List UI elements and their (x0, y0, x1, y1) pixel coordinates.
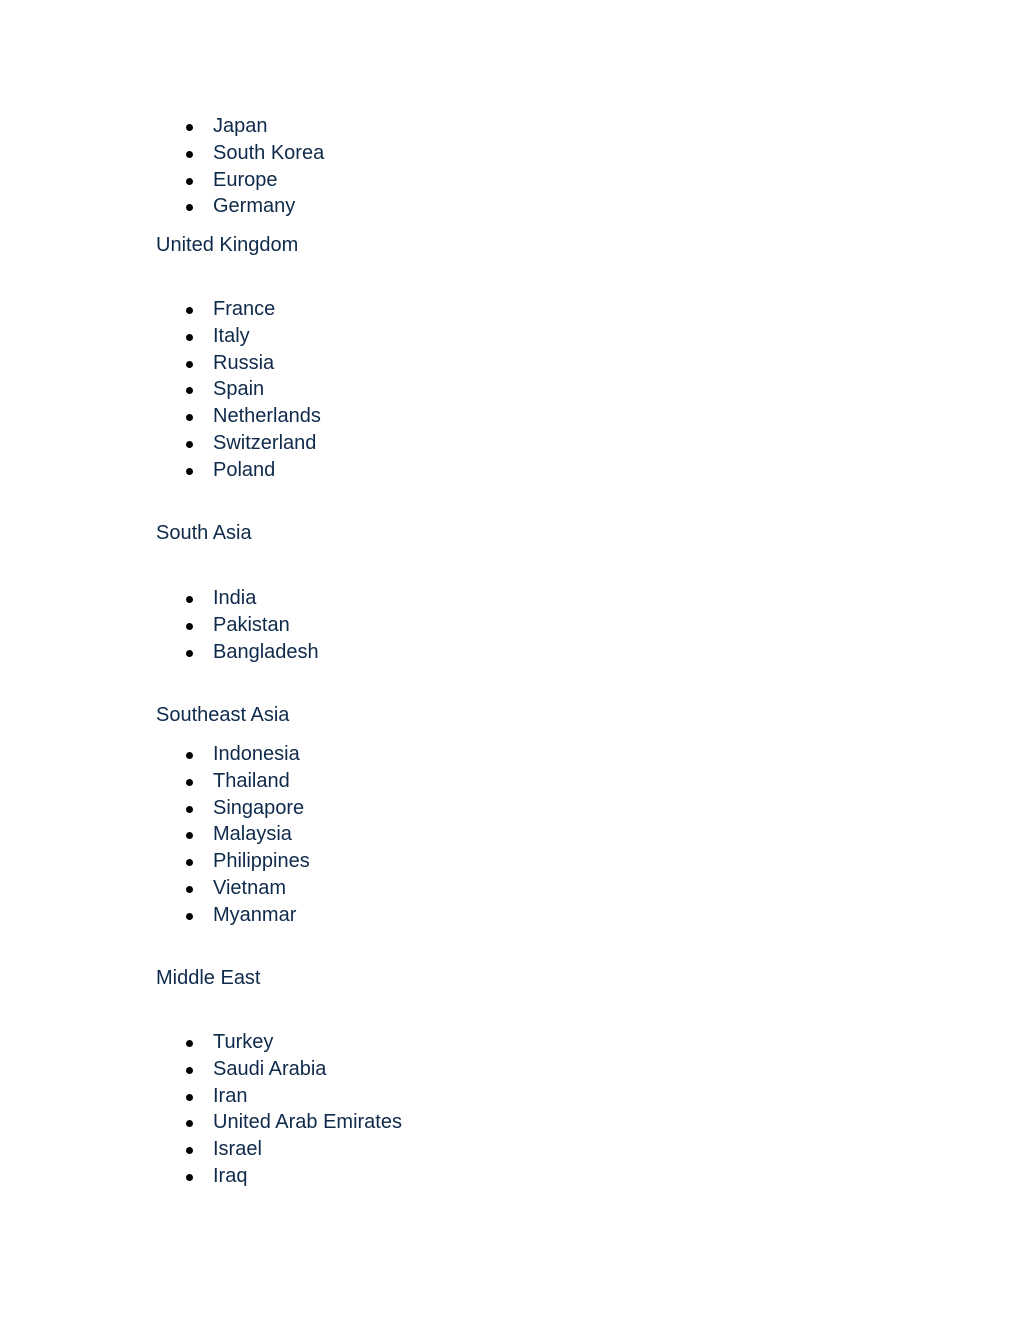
bullet-icon (186, 859, 193, 866)
list-item (0, 902, 1024, 929)
bullet-icon (186, 806, 193, 813)
list-item (0, 875, 1024, 902)
bullet-icon (186, 1147, 193, 1154)
list-item (0, 585, 1024, 612)
bullet-icon (186, 414, 193, 421)
bullet-icon (186, 596, 193, 603)
list-item-text: Iraq (213, 1164, 248, 1187)
bullet-list (0, 585, 1024, 665)
list-item (0, 430, 1024, 457)
bullet-icon (186, 650, 193, 657)
list-item-text: Poland (213, 458, 276, 481)
list-item (0, 350, 1024, 377)
bullet-icon (186, 1040, 193, 1047)
list-item (0, 1029, 1024, 1056)
bullet-icon (186, 468, 193, 475)
bullet-list (0, 1029, 1024, 1190)
bullet-icon (186, 204, 193, 211)
bullet-icon (186, 307, 193, 314)
list-item (0, 376, 1024, 403)
bullet-icon (186, 124, 193, 131)
list-item (0, 741, 1024, 768)
list-item-text: United Arab Emirates (213, 1111, 402, 1134)
list-item (0, 403, 1024, 430)
list-item (0, 1109, 1024, 1136)
list-item-text: Iran (213, 1084, 248, 1107)
list-item-text: Myanmar (213, 903, 297, 926)
bullet-list (0, 113, 1024, 220)
list-item (0, 1163, 1024, 1190)
list-item (0, 639, 1024, 666)
bullet-icon (186, 886, 193, 893)
list-item-text: India (213, 587, 257, 609)
bullet-icon (186, 361, 193, 368)
list-item (0, 1136, 1024, 1163)
list-item (0, 113, 1024, 140)
list-item-text: Spain (213, 378, 265, 401)
list-item-text: Israel (213, 1138, 262, 1161)
list-item-text: Singapore (213, 796, 305, 819)
bullet-icon (186, 779, 193, 786)
list-item-text: South Korea (213, 141, 325, 164)
list-block-south-asia (0, 585, 1024, 665)
list-item-text: France (213, 298, 276, 320)
list-item-text: Turkey (213, 1031, 274, 1053)
list-item-text: Thailand (213, 769, 290, 792)
list-item (0, 768, 1024, 795)
bullet-icon (186, 832, 193, 839)
list-item (0, 848, 1024, 875)
bullet-list (0, 296, 1024, 484)
list-item-text: Pakistan (213, 613, 290, 636)
list-item-text: Malaysia (213, 823, 292, 846)
list-item-text: Indonesia (213, 743, 300, 765)
list-item-text: Saudi Arabia (213, 1057, 327, 1080)
list-item (0, 140, 1024, 167)
list-item (0, 1056, 1024, 1083)
list-item (0, 323, 1024, 350)
list-item (0, 167, 1024, 194)
list-block-uk (0, 296, 1024, 484)
list-block-southeast-asia (0, 741, 1024, 929)
list-item-text: Netherlands (213, 405, 321, 428)
bullet-icon (186, 1174, 193, 1181)
bullet-list (0, 741, 1024, 929)
bullet-icon (186, 623, 193, 630)
section-heading-middle-east: Middle East (156, 967, 261, 989)
list-item-text: Switzerland (213, 431, 317, 454)
bullet-icon (186, 913, 193, 920)
bullet-icon (186, 387, 193, 394)
bullet-icon (186, 441, 193, 448)
list-block-1 (0, 113, 1024, 220)
list-item (0, 612, 1024, 639)
list-item (0, 193, 1024, 220)
bullet-icon (186, 151, 193, 158)
section-heading-uk: United Kingdom (156, 234, 299, 256)
list-item-text: Vietnam (213, 876, 287, 899)
section-heading-south-asia: South Asia (156, 522, 252, 544)
list-item (0, 821, 1024, 848)
list-item (0, 795, 1024, 822)
list-block-middle-east (0, 1029, 1024, 1190)
list-item (0, 296, 1024, 323)
list-item-text: Europe (213, 168, 278, 191)
list-item (0, 1083, 1024, 1110)
list-item-text: Italy (213, 324, 250, 347)
bullet-icon (186, 752, 193, 759)
bullet-icon (186, 334, 193, 341)
list-item-text: Japan (213, 115, 268, 137)
bullet-icon (186, 1120, 193, 1127)
list-item-text: Philippines (213, 850, 310, 873)
bullet-icon (186, 178, 193, 185)
list-item-text: Russia (213, 351, 275, 374)
bullet-icon (186, 1067, 193, 1074)
list-item-text: Bangladesh (213, 640, 319, 663)
list-item-text: Germany (213, 195, 296, 218)
list-item (0, 457, 1024, 484)
section-heading-southeast-asia: Southeast Asia (156, 704, 290, 726)
bullet-icon (186, 1094, 193, 1101)
